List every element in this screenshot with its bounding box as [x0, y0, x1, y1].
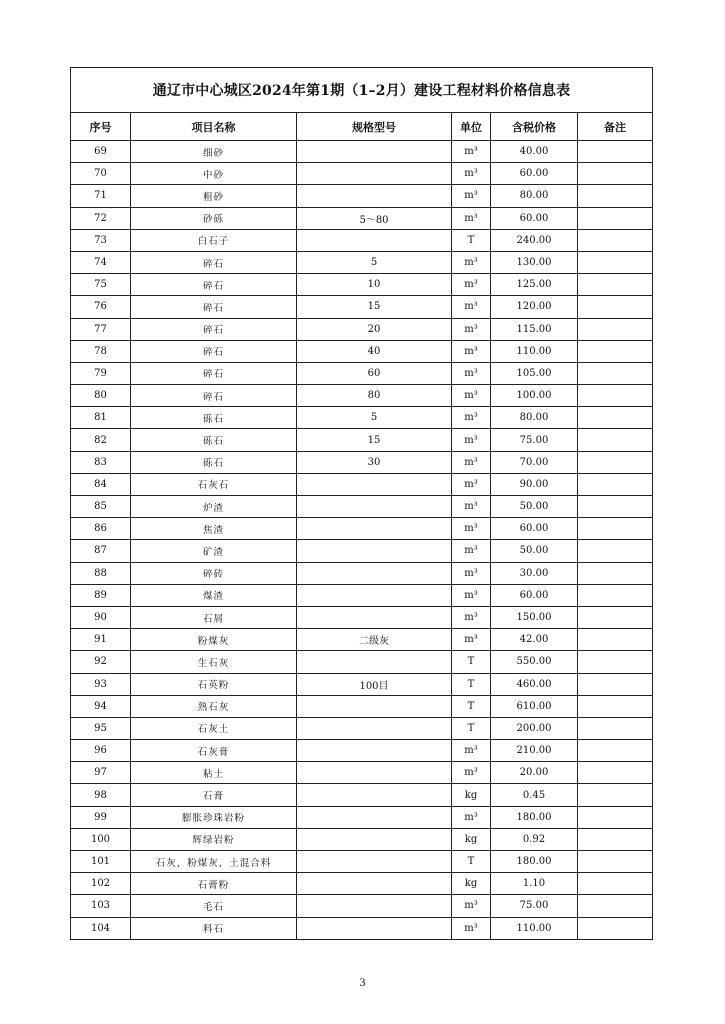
cell-note — [578, 185, 653, 207]
cell-no: 96 — [71, 740, 131, 762]
cell-price: 30.00 — [491, 562, 578, 584]
cell-no: 80 — [71, 385, 131, 407]
cell-no: 71 — [71, 185, 131, 207]
cell-price: 130.00 — [491, 251, 578, 273]
table-title: 通辽市中心城区2024年第1期（1–2月）建设工程材料价格信息表 — [71, 68, 653, 113]
cell-name: 砾石 — [131, 451, 297, 473]
cell-unit: T — [452, 851, 491, 873]
cell-price: 0.92 — [491, 828, 578, 850]
cell-note — [578, 806, 653, 828]
cell-note — [578, 385, 653, 407]
cell-no: 90 — [71, 606, 131, 628]
cell-no: 98 — [71, 784, 131, 806]
cell-note — [578, 141, 653, 163]
cell-note — [578, 540, 653, 562]
cell-note — [578, 584, 653, 606]
cell-name: 碎石 — [131, 340, 297, 362]
cell-name: 石灰，粉煤灰，土混合料 — [131, 851, 297, 873]
cell-name: 石膏 — [131, 784, 297, 806]
cell-price: 0.45 — [491, 784, 578, 806]
cell-note — [578, 673, 653, 695]
cell-spec: 80 — [297, 385, 452, 407]
cell-unit: m³ — [452, 429, 491, 451]
cell-unit: m³ — [452, 917, 491, 939]
cell-price: 550.00 — [491, 651, 578, 673]
cell-name: 碎石 — [131, 318, 297, 340]
cell-unit: m³ — [452, 141, 491, 163]
cell-spec — [297, 695, 452, 717]
cell-spec — [297, 917, 452, 939]
table-row — [71, 473, 653, 495]
table-row — [71, 385, 653, 407]
cell-name: 焦渣 — [131, 518, 297, 540]
cell-price: 105.00 — [491, 362, 578, 384]
table-body — [71, 141, 653, 940]
cell-spec — [297, 606, 452, 628]
cell-price: 200.00 — [491, 717, 578, 739]
cell-no: 100 — [71, 828, 131, 850]
table-row — [71, 185, 653, 207]
cell-name: 辉绿岩粉 — [131, 828, 297, 850]
cell-price: 90.00 — [491, 473, 578, 495]
cell-name: 粗砂 — [131, 185, 297, 207]
header-no: 序号 — [71, 113, 131, 141]
table-row — [71, 362, 653, 384]
cell-unit: m³ — [452, 496, 491, 518]
table-row — [71, 851, 653, 873]
cell-no: 87 — [71, 540, 131, 562]
cell-note — [578, 451, 653, 473]
cell-name: 膨胀珍珠岩粉 — [131, 806, 297, 828]
cell-no: 76 — [71, 296, 131, 318]
cell-price: 1.10 — [491, 873, 578, 895]
cell-note — [578, 251, 653, 273]
cell-price: 120.00 — [491, 296, 578, 318]
cell-unit: m³ — [452, 362, 491, 384]
cell-spec: 5 — [297, 251, 452, 273]
cell-no: 78 — [71, 340, 131, 362]
table-row — [71, 141, 653, 163]
cell-name: 石英粉 — [131, 673, 297, 695]
page-number: 3 — [359, 975, 366, 989]
cell-unit: m³ — [452, 251, 491, 273]
cell-no: 69 — [71, 141, 131, 163]
cell-name: 白石子 — [131, 229, 297, 251]
table-row — [71, 584, 653, 606]
cell-no: 81 — [71, 407, 131, 429]
cell-no: 77 — [71, 318, 131, 340]
table-row — [71, 828, 653, 850]
cell-spec: 15 — [297, 296, 452, 318]
table-row — [71, 540, 653, 562]
cell-note — [578, 828, 653, 850]
table-row — [71, 695, 653, 717]
cell-price: 110.00 — [491, 340, 578, 362]
cell-unit: m³ — [452, 584, 491, 606]
table-row — [71, 606, 653, 628]
cell-note — [578, 318, 653, 340]
cell-name: 生石灰 — [131, 651, 297, 673]
cell-unit: m³ — [452, 340, 491, 362]
cell-spec — [297, 762, 452, 784]
cell-spec — [297, 163, 452, 185]
cell-unit: m³ — [452, 540, 491, 562]
cell-no: 104 — [71, 917, 131, 939]
table-row — [71, 251, 653, 273]
cell-spec — [297, 851, 452, 873]
cell-note — [578, 895, 653, 917]
table-row — [71, 407, 653, 429]
cell-name: 细砂 — [131, 141, 297, 163]
cell-no: 92 — [71, 651, 131, 673]
cell-note — [578, 873, 653, 895]
header-spec: 规格型号 — [297, 113, 452, 141]
table-row — [71, 629, 653, 651]
cell-price: 80.00 — [491, 407, 578, 429]
cell-no: 102 — [71, 873, 131, 895]
cell-price: 60.00 — [491, 207, 578, 229]
cell-note — [578, 851, 653, 873]
cell-no: 95 — [71, 717, 131, 739]
cell-name: 石膏粉 — [131, 873, 297, 895]
table-row — [71, 518, 653, 540]
cell-name: 中砂 — [131, 163, 297, 185]
cell-spec — [297, 740, 452, 762]
cell-note — [578, 473, 653, 495]
cell-no: 88 — [71, 562, 131, 584]
cell-price: 50.00 — [491, 496, 578, 518]
cell-price: 210.00 — [491, 740, 578, 762]
cell-unit: m³ — [452, 318, 491, 340]
cell-unit: m³ — [452, 163, 491, 185]
cell-unit: m³ — [452, 296, 491, 318]
cell-price: 180.00 — [491, 806, 578, 828]
cell-unit: m³ — [452, 518, 491, 540]
cell-name: 矿渣 — [131, 540, 297, 562]
cell-spec: 5 — [297, 407, 452, 429]
cell-spec — [297, 496, 452, 518]
cell-name: 石灰石 — [131, 473, 297, 495]
cell-unit: m³ — [452, 562, 491, 584]
cell-no: 83 — [71, 451, 131, 473]
cell-spec: 100目 — [297, 673, 452, 695]
table-row — [71, 873, 653, 895]
cell-price: 60.00 — [491, 163, 578, 185]
cell-no: 99 — [71, 806, 131, 828]
table-row — [71, 296, 653, 318]
cell-name: 砂砾 — [131, 207, 297, 229]
cell-spec — [297, 229, 452, 251]
cell-price: 42.00 — [491, 629, 578, 651]
cell-spec — [297, 806, 452, 828]
cell-price: 50.00 — [491, 540, 578, 562]
cell-note — [578, 562, 653, 584]
cell-price: 150.00 — [491, 606, 578, 628]
cell-unit: T — [452, 695, 491, 717]
table-row — [71, 562, 653, 584]
header-note: 备注 — [578, 113, 653, 141]
table-row — [71, 229, 653, 251]
cell-price: 125.00 — [491, 274, 578, 296]
cell-no: 72 — [71, 207, 131, 229]
cell-price: 40.00 — [491, 141, 578, 163]
cell-note — [578, 362, 653, 384]
cell-price: 100.00 — [491, 385, 578, 407]
table-row — [71, 895, 653, 917]
cell-name: 碎石 — [131, 296, 297, 318]
table-row — [71, 784, 653, 806]
cell-price: 60.00 — [491, 518, 578, 540]
cell-no: 89 — [71, 584, 131, 606]
cell-unit: m³ — [452, 606, 491, 628]
header-row — [71, 113, 653, 141]
cell-unit: m³ — [452, 207, 491, 229]
cell-no: 85 — [71, 496, 131, 518]
cell-note — [578, 340, 653, 362]
cell-spec — [297, 828, 452, 850]
cell-note — [578, 740, 653, 762]
cell-name: 毛石 — [131, 895, 297, 917]
cell-name: 粘土 — [131, 762, 297, 784]
cell-spec — [297, 540, 452, 562]
cell-name: 炉渣 — [131, 496, 297, 518]
cell-name: 粉煤灰 — [131, 629, 297, 651]
cell-note — [578, 651, 653, 673]
cell-unit: T — [452, 673, 491, 695]
cell-spec — [297, 141, 452, 163]
cell-spec — [297, 873, 452, 895]
cell-no: 103 — [71, 895, 131, 917]
cell-note — [578, 518, 653, 540]
table-row — [71, 806, 653, 828]
cell-note — [578, 296, 653, 318]
cell-no: 101 — [71, 851, 131, 873]
cell-name: 碎石 — [131, 362, 297, 384]
cell-spec — [297, 717, 452, 739]
table-row — [71, 207, 653, 229]
cell-no: 79 — [71, 362, 131, 384]
cell-note — [578, 163, 653, 185]
table-row — [71, 451, 653, 473]
cell-spec — [297, 651, 452, 673]
cell-note — [578, 762, 653, 784]
cell-note — [578, 717, 653, 739]
cell-name: 石灰土 — [131, 717, 297, 739]
cell-unit: m³ — [452, 385, 491, 407]
header-name: 项目名称 — [131, 113, 297, 141]
table-row — [71, 429, 653, 451]
header-price: 含税价格 — [491, 113, 578, 141]
header-unit: 单位 — [452, 113, 491, 141]
cell-no: 91 — [71, 629, 131, 651]
cell-price: 110.00 — [491, 917, 578, 939]
table-row — [71, 717, 653, 739]
cell-note — [578, 606, 653, 628]
cell-spec — [297, 895, 452, 917]
cell-price: 240.00 — [491, 229, 578, 251]
cell-no: 70 — [71, 163, 131, 185]
cell-no: 82 — [71, 429, 131, 451]
cell-name: 碎石 — [131, 251, 297, 273]
cell-no: 73 — [71, 229, 131, 251]
cell-note — [578, 274, 653, 296]
table-row — [71, 740, 653, 762]
cell-note — [578, 496, 653, 518]
cell-price: 20.00 — [491, 762, 578, 784]
cell-price: 75.00 — [491, 895, 578, 917]
cell-spec — [297, 562, 452, 584]
table-row — [71, 318, 653, 340]
cell-unit: m³ — [452, 473, 491, 495]
cell-note — [578, 429, 653, 451]
cell-name: 石屑 — [131, 606, 297, 628]
cell-unit: T — [452, 651, 491, 673]
cell-name: 熟石灰 — [131, 695, 297, 717]
cell-unit: m³ — [452, 629, 491, 651]
price-table — [70, 67, 653, 940]
cell-unit: m³ — [452, 407, 491, 429]
cell-note — [578, 629, 653, 651]
table-row — [71, 274, 653, 296]
table-row — [71, 163, 653, 185]
cell-unit: m³ — [452, 806, 491, 828]
cell-note — [578, 695, 653, 717]
cell-price: 180.00 — [491, 851, 578, 873]
table-row — [71, 762, 653, 784]
cell-price: 80.00 — [491, 185, 578, 207]
cell-unit: kg — [452, 873, 491, 895]
cell-no: 74 — [71, 251, 131, 273]
cell-price: 610.00 — [491, 695, 578, 717]
table-row — [71, 340, 653, 362]
cell-note — [578, 917, 653, 939]
cell-spec: 30 — [297, 451, 452, 473]
cell-spec — [297, 185, 452, 207]
cell-spec — [297, 784, 452, 806]
cell-spec — [297, 518, 452, 540]
cell-unit: m³ — [452, 185, 491, 207]
table-row — [71, 917, 653, 939]
cell-unit: kg — [452, 784, 491, 806]
cell-name: 煤渣 — [131, 584, 297, 606]
cell-price: 60.00 — [491, 584, 578, 606]
cell-spec: 5～80 — [297, 207, 452, 229]
cell-price: 115.00 — [491, 318, 578, 340]
cell-unit: kg — [452, 828, 491, 850]
cell-unit: T — [452, 229, 491, 251]
cell-name: 碎石 — [131, 385, 297, 407]
cell-no: 75 — [71, 274, 131, 296]
cell-note — [578, 229, 653, 251]
cell-no: 97 — [71, 762, 131, 784]
table-row — [71, 496, 653, 518]
cell-no: 94 — [71, 695, 131, 717]
cell-unit: T — [452, 717, 491, 739]
cell-spec — [297, 584, 452, 606]
cell-name: 砾石 — [131, 407, 297, 429]
cell-price: 70.00 — [491, 451, 578, 473]
cell-spec: 60 — [297, 362, 452, 384]
cell-unit: m³ — [452, 740, 491, 762]
cell-name: 石灰膏 — [131, 740, 297, 762]
cell-unit: m³ — [452, 274, 491, 296]
cell-price: 75.00 — [491, 429, 578, 451]
cell-no: 86 — [71, 518, 131, 540]
cell-note — [578, 407, 653, 429]
cell-name: 碎砖 — [131, 562, 297, 584]
cell-spec: 15 — [297, 429, 452, 451]
cell-name: 料石 — [131, 917, 297, 939]
cell-spec: 40 — [297, 340, 452, 362]
cell-no: 93 — [71, 673, 131, 695]
cell-note — [578, 784, 653, 806]
cell-no: 84 — [71, 473, 131, 495]
cell-spec: 二级灰 — [297, 629, 452, 651]
cell-spec: 10 — [297, 274, 452, 296]
cell-note — [578, 207, 653, 229]
table-row — [71, 651, 653, 673]
cell-unit: m³ — [452, 451, 491, 473]
cell-unit: m³ — [452, 762, 491, 784]
cell-price: 460.00 — [491, 673, 578, 695]
table-row — [71, 673, 653, 695]
cell-spec: 20 — [297, 318, 452, 340]
cell-unit: m³ — [452, 895, 491, 917]
cell-name: 砾石 — [131, 429, 297, 451]
cell-spec — [297, 473, 452, 495]
cell-name: 碎石 — [131, 274, 297, 296]
